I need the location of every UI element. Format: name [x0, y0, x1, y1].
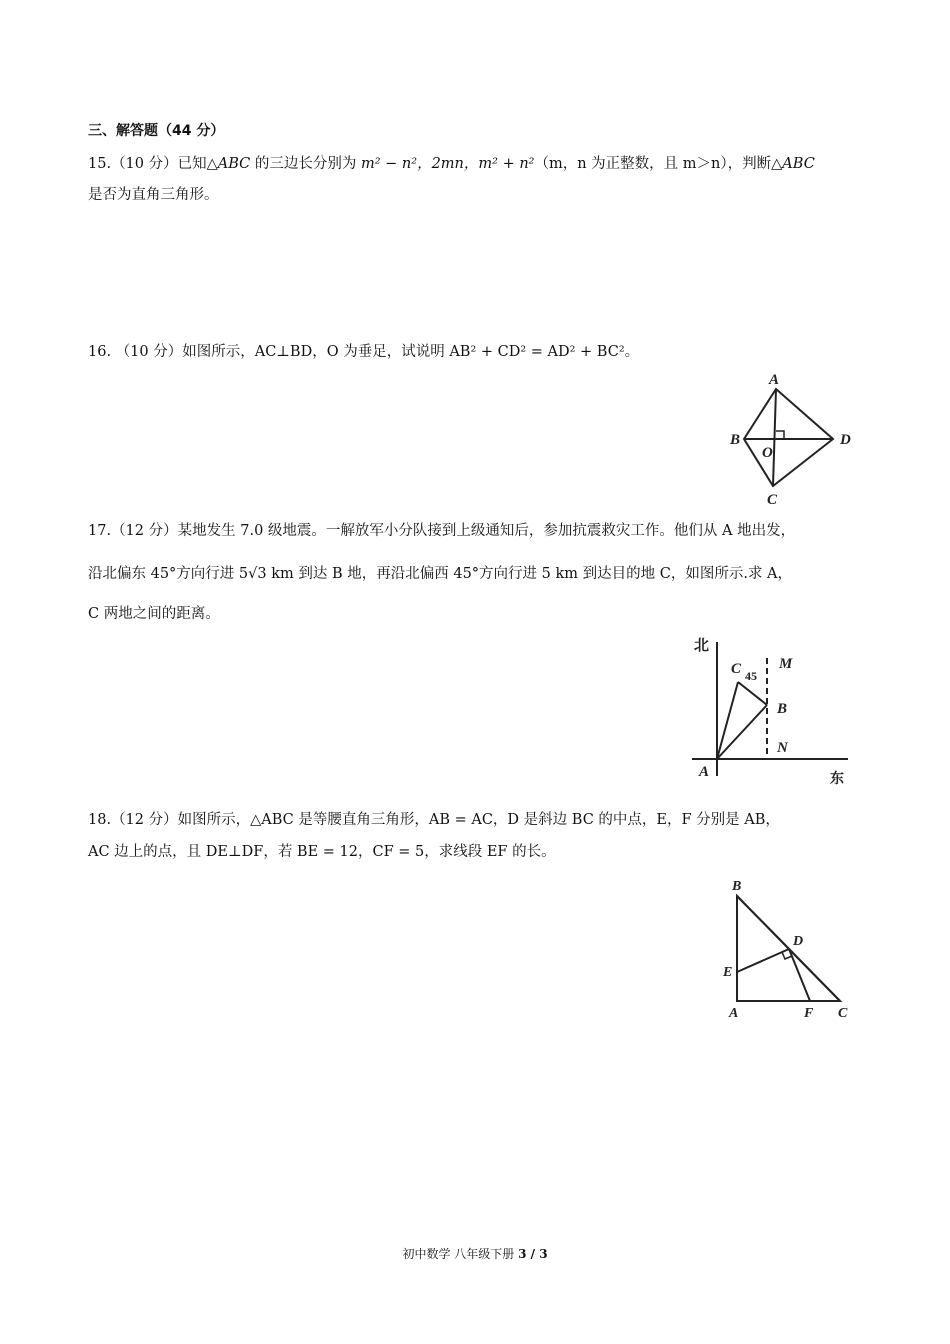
q16-score: （10 分）	[115, 344, 183, 360]
q18-figure	[715, 875, 860, 1030]
q18-score: （12 分）	[111, 812, 178, 828]
q17-figure	[680, 628, 855, 790]
q15-text-b: 的三边长分别为	[254, 156, 357, 172]
q17-label-north: 北	[694, 636, 710, 654]
q18-label-b: B	[732, 879, 742, 894]
q15-score: （10 分）	[111, 156, 178, 172]
q16-label-o: O	[762, 445, 773, 461]
q18-label-f: F	[804, 1006, 814, 1021]
q17-text-1: 某地发生 7.0 级地震。一解放军小分队接到上级通知后，参加抗震救灾工作。他们从 A 地出发，	[177, 523, 796, 539]
q15-triangle: △ABC	[206, 156, 251, 172]
q18-segment-de	[737, 949, 789, 972]
q18-text-1: 如图所示，△ABC 是等腰直角三角形，AB = AC，D 是斜边 BC 的中点，E，F 分别是 AB，	[177, 812, 780, 828]
q16-label-d: D	[840, 432, 851, 448]
q17-text-2: 沿北偏东 45°方向行进 5√3 km 到达 B 地，再沿北偏西 45°方向行进 5 km 到达目的地 C，如图所示.求 A，	[88, 566, 793, 582]
q16-text: 如图所示，AC⊥BD，O 为垂足，试说明 AB² + CD² = AD² + BC²。	[182, 344, 640, 360]
q17-line1	[88, 519, 795, 540]
q18-number: 18.	[88, 812, 112, 828]
q16-label-b: B	[730, 432, 741, 448]
q17-label-c: C	[731, 661, 742, 677]
q18-label-d: D	[793, 934, 804, 949]
q16-number: 16.	[88, 344, 112, 360]
q17-label-a: A	[699, 764, 710, 780]
section-title: 三、解答题（44 分）	[88, 123, 225, 139]
q16-figure	[725, 365, 860, 510]
q18-label-e: E	[723, 965, 733, 980]
q17-score: （12 分）	[111, 523, 178, 539]
q16-right-angle-mark	[776, 431, 784, 439]
q18-text-2: AC 边上的点，且 DE⊥DF，若 BE = 12，CF = 5，求线段 EF 的长。	[88, 844, 556, 860]
q17-label-m: M	[779, 656, 793, 672]
q18-line2	[88, 840, 556, 861]
footer-page-number: 3 / 3	[518, 1247, 548, 1261]
q18-label-a: A	[729, 1006, 739, 1021]
q17-label-n: N	[777, 740, 788, 756]
q17-text-3: C 两地之间的距离。	[88, 606, 220, 622]
q18-label-c: C	[838, 1006, 848, 1021]
q17-label-angle: 45	[745, 669, 757, 683]
q15-line2	[88, 183, 219, 204]
q17-label-b: B	[777, 701, 788, 717]
q16-line	[88, 340, 639, 361]
q17-line3	[88, 602, 220, 623]
q17-label-east: 东	[830, 771, 844, 787]
q15-expression-condition: （m，n 为正整数，且 m＞n），判断	[534, 156, 772, 172]
q15-text-c: 是否为直角三角形。	[88, 187, 219, 203]
page-footer	[0, 1245, 950, 1262]
q18-line1	[88, 808, 780, 829]
q17-line2	[88, 562, 792, 583]
q15-expression-sides: m² − n²，2mn，m² + n²	[361, 156, 535, 172]
q16-diagonal-ac	[773, 389, 776, 486]
q15-line1	[88, 152, 815, 173]
q16-label-c: C	[767, 492, 778, 508]
q18-segment-df	[789, 949, 810, 1001]
q16-label-a: A	[769, 372, 780, 388]
footer-text: 初中数学 八年级下册	[402, 1247, 515, 1261]
q16-quadrilateral	[744, 389, 833, 486]
q17-number: 17.	[88, 523, 112, 539]
q15-text-a: 已知	[177, 156, 207, 172]
q15-triangle-2: △ABC	[771, 156, 815, 172]
q15-number: 15.	[88, 156, 112, 172]
q17-segment-bc	[738, 682, 767, 705]
